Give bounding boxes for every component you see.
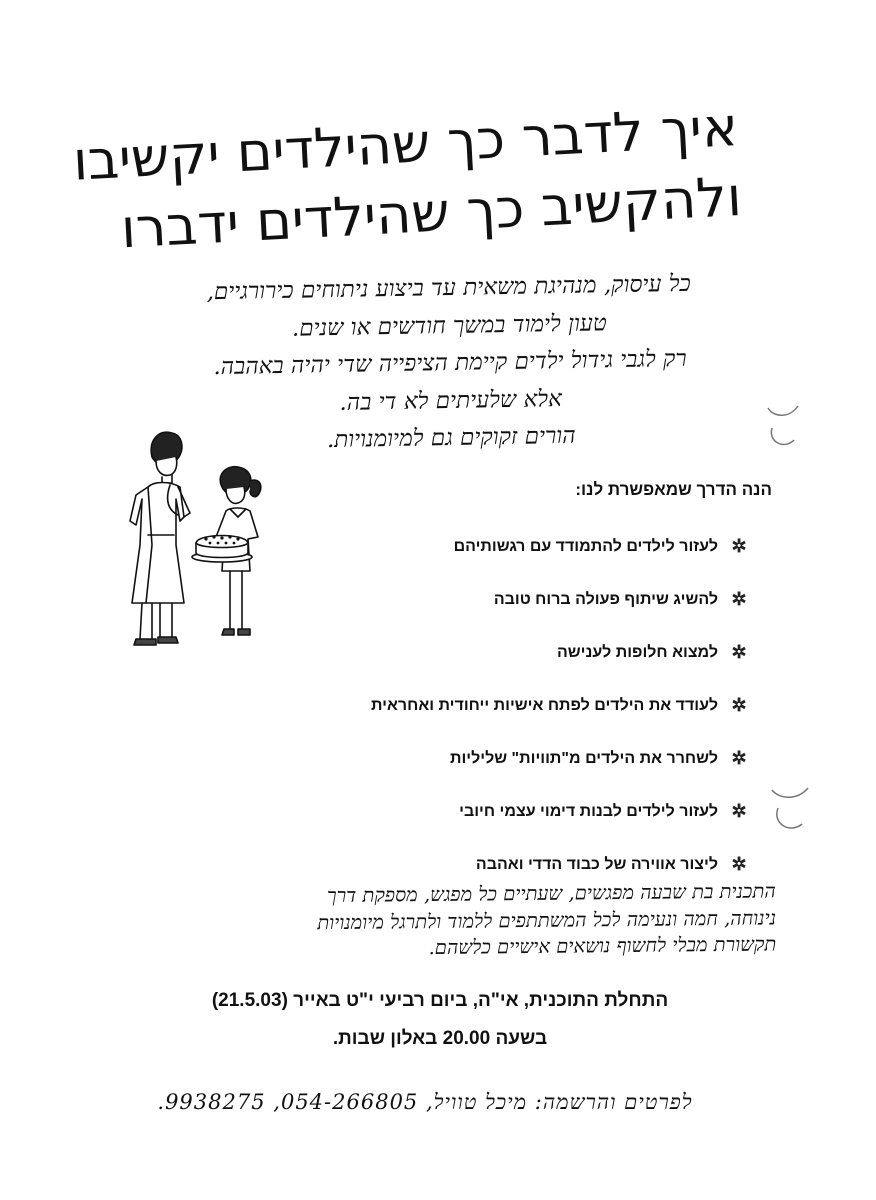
intro-line: רק לגבי גידול ילדים קיימת הציפייה שדי יהיה באהבה. — [213, 345, 687, 381]
list-item-text: לעזור לילדים להתמודד עם רגשותיהם — [453, 537, 718, 555]
flyer-title — [71, 92, 744, 265]
punch-hole-marks — [764, 398, 804, 458]
goals-list — [228, 520, 748, 891]
asterisk-bullet-icon: ✲ — [731, 854, 747, 874]
list-item — [228, 785, 748, 838]
program-line: תקשורת מבלי לחשוף נושאים אישיים כלשהם. — [428, 932, 777, 960]
intro-line: הורים זקוקים גם למיומנויות. — [326, 422, 576, 454]
list-item-text: לעזור לילדים לבנות דימוי עצמי חיובי — [459, 802, 718, 820]
asterisk-bullet-icon: ✲ — [731, 589, 747, 609]
list-item-text: להשיג שיתוף פעולה ברוח טובה — [493, 590, 718, 608]
list-heading: הנה הדרך שמאפשרת לנו: — [575, 480, 772, 499]
list-item — [228, 626, 748, 679]
title-line-1: איך לדבר כך שהילדים יקשיבו — [71, 94, 740, 193]
mother-daughter-illustration — [118, 425, 278, 660]
list-item — [228, 573, 748, 626]
punch-hole-marks — [768, 780, 812, 840]
intro-line: אלא שלעיתים לא די בה. — [339, 385, 563, 416]
list-item — [228, 732, 748, 785]
title-line-2: ולהקשיב כך שהילדים ידברו — [119, 164, 744, 261]
program-line: התכנית בת שבעה מפגשים, שעתיים כל מפגש, מספקת דרך — [326, 879, 776, 908]
list-item-text: למצוא חלופות לענישה — [556, 643, 718, 661]
mother-figure — [130, 432, 190, 645]
list-item-text: לעודד את הילדים לפתח אישיות ייחודית ואחראית — [371, 696, 718, 714]
asterisk-bullet-icon: ✲ — [731, 536, 747, 556]
program-start-info — [100, 982, 780, 1058]
list-item — [228, 679, 748, 732]
contact-info: לפרטים והרשמה: מיכל טוויל, 054-266805, 9938275. — [157, 1090, 693, 1114]
intro-line: טעון לימוד במשך חודשים או שנים. — [291, 309, 607, 342]
asterisk-bullet-icon: ✲ — [731, 748, 747, 768]
list-item-text: לשחרר את הילדים מ"תוויות" שליליות — [449, 749, 718, 767]
program-description — [96, 878, 777, 965]
intro-line: כל עיסוק, מנהיגת משאית עד ביצוע ניתוחים כירורגיים, — [206, 270, 692, 306]
asterisk-bullet-icon: ✲ — [731, 801, 747, 821]
list-item-text: ליצור אווירה של כבוד הדדי ואהבה — [475, 855, 718, 873]
start-date-line: התחלת התוכנית, אי"ה, ביום רביעי י"ט באייר (21.5.03) — [211, 990, 669, 1011]
list-item — [228, 520, 748, 573]
start-time-line: בשעה 20.00 באלון שבות. — [332, 1028, 548, 1049]
program-line: נינוחה, חמה ונעימה לכל המשתתפים ללמוד ולתרגל מיומנויות — [317, 905, 777, 934]
asterisk-bullet-icon: ✲ — [731, 642, 747, 662]
asterisk-bullet-icon: ✲ — [731, 695, 747, 715]
cake-icon — [192, 535, 252, 562]
